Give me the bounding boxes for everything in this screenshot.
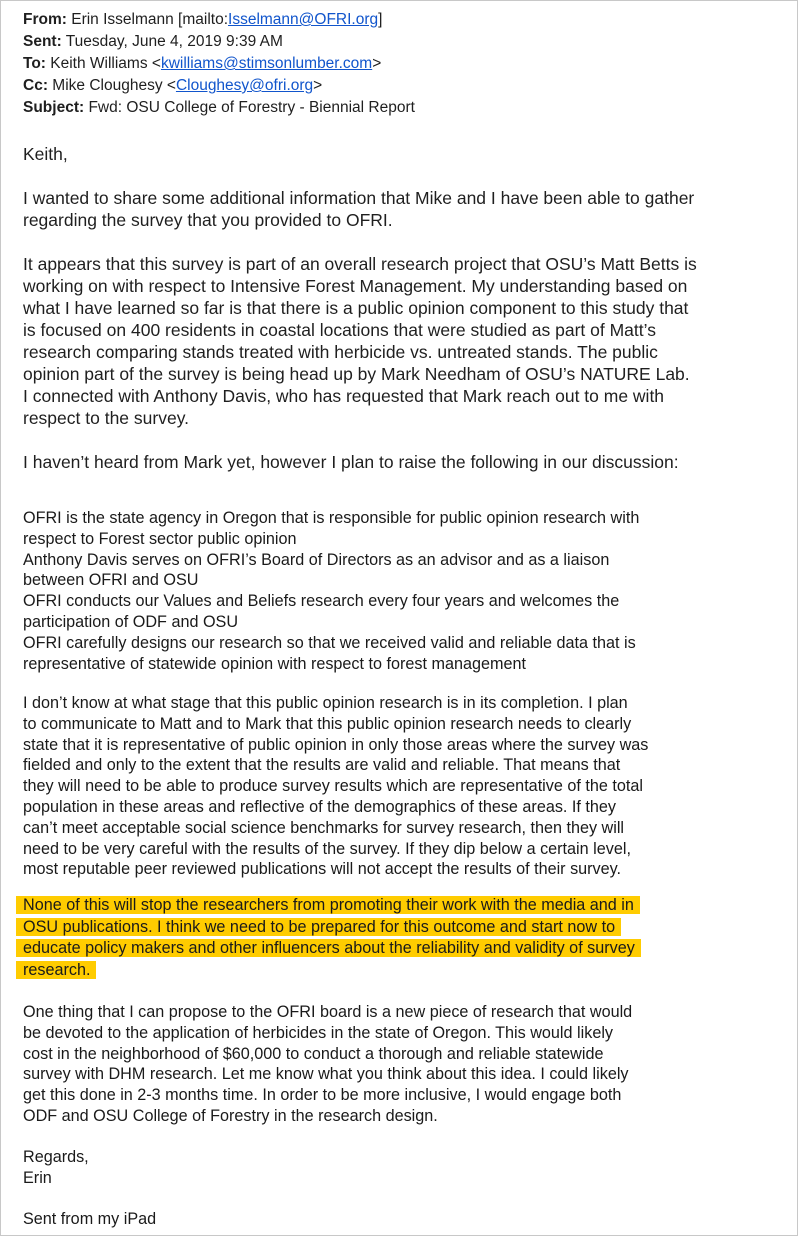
sent-value: Tuesday, June 4, 2019 9:39 AM (65, 33, 283, 50)
paragraph-line: respect to the survey. (23, 408, 190, 428)
cc-name: Mike Cloughesy < (52, 77, 176, 94)
sent-label: Sent: (23, 33, 62, 50)
paragraph-2 (23, 253, 783, 429)
point-line: OFRI is the state agency in Oregon that is responsible for public opinion research with (23, 509, 640, 527)
paragraph-line: is focused on 400 residents in coastal locations that were studied as part of Matt’s (23, 320, 656, 340)
point-line: OFRI carefully designs our research so that we received valid and reliable data that is (23, 633, 636, 652)
from-row (23, 9, 415, 31)
highlighted-line: OSU publications. I think we need to be prepared for this outcome and start now to (16, 918, 621, 936)
paragraph-line: can’t meet acceptable social science benchmarks for survey research, then they will (23, 818, 625, 837)
paragraph-line: cost in the neighborhood of $60,000 to conduct a thorough and reliable statewide (23, 1044, 604, 1063)
paragraph-line: ODF and OSU College of Forestry in the research design. (23, 1106, 438, 1125)
paragraph-line: fielded and only to the extent that the results are valid and reliable. That means that (23, 756, 621, 775)
greeting: Keith, (23, 144, 68, 164)
paragraph-line: most reputable peer reviewed publications will not accept the results of their survey. (23, 860, 622, 879)
subject-value: Fwd: OSU College of Forestry - Biennial Report (88, 99, 415, 116)
closing: Regards, (23, 1148, 89, 1166)
paragraph-line: I don’t know at what stage that this public opinion research is in its completion. I plan (23, 694, 628, 712)
paragraph-line: research comparing stands treated with herbicide vs. untreated stands. The public (23, 342, 658, 362)
subject-label: Subject: (23, 99, 85, 116)
paragraph-line: opinion part of the survey is being head up by Mark Needham of OSU’s NATURE Lab. (23, 364, 690, 384)
paragraph-line: I wanted to share some additional information that Mike and I have been able to gather (23, 188, 695, 208)
highlighted-paragraph (16, 895, 706, 981)
paragraph-3: I haven’t heard from Mark yet, however I plan to raise the following in our discussion: (23, 452, 679, 472)
paragraph-line: be devoted to the application of herbicides in the state of Oregon. This would likely (23, 1023, 614, 1042)
email-header (23, 9, 415, 119)
discussion-points (23, 508, 783, 674)
point-line: Anthony Davis serves on OFRI’s Board of Directors as an advisor and as a liaison (23, 550, 610, 569)
to-email-link[interactable]: kwilliams@stimsonlumber.com (160, 55, 373, 72)
paragraph-line: what I have learned so far is that there is a public opinion component to this study that (23, 298, 689, 318)
cc-close: > (313, 77, 323, 94)
point-line: representative of statewide opinion with respect to forest management (23, 654, 526, 673)
paragraph-line: to communicate to Matt and to Mark that this public opinion research needs to clearly (23, 714, 632, 733)
to-row (23, 53, 415, 75)
highlighted-line: educate policy makers and other influencers about the reliability and validity of survey (16, 939, 641, 957)
mobile-footer: Sent from my iPad (23, 1210, 157, 1228)
to-name: Keith Williams < (50, 55, 161, 72)
highlighted-line: None of this will stop the researchers from promoting their work with the media and in (16, 896, 640, 914)
from-email-link[interactable]: Isselmann@OFRI.org (228, 11, 379, 28)
from-name: Erin Isselmann [mailto: (71, 11, 229, 28)
to-label: To: (23, 55, 46, 72)
point-line: OFRI conducts our Values and Beliefs research every four years and welcomes the (23, 592, 620, 611)
cc-email-link[interactable]: Cloughesy@ofri.org (175, 77, 314, 94)
paragraph-1 (23, 187, 783, 231)
point-line: respect to Forest sector public opinion (23, 529, 297, 548)
paragraph-line: It appears that this survey is part of an overall research project that OSU’s Matt Betts is (23, 254, 697, 274)
paragraph-line: survey with DHM research. Let me know what you think about this idea. I could likely (23, 1065, 629, 1084)
sent-row (23, 31, 415, 53)
from-label: From: (23, 11, 67, 28)
sign-off (23, 1147, 783, 1189)
cc-label: Cc: (23, 77, 48, 94)
point-line: participation of ODF and OSU (23, 612, 239, 631)
paragraph-line: need to be very careful with the results of the survey. If they dip below a certain level, (23, 839, 631, 858)
paragraph-line: One thing that I can propose to the OFRI board is a new piece of research that would (23, 1003, 633, 1021)
paragraph-line: state that it is representative of public opinion in only those areas where the survey was (23, 735, 649, 754)
subject-row (23, 97, 415, 119)
paragraph-line: regarding the survey that you provided to OFRI. (23, 210, 393, 230)
paragraph-line: get this done in 2-3 months time. In order to be more inclusive, I would engage both (23, 1086, 622, 1105)
point-line: between OFRI and OSU (23, 571, 199, 590)
highlighted-line: research. (16, 961, 96, 979)
paragraph-line: I connected with Anthony Davis, who has requested that Mark reach out to me with (23, 386, 665, 406)
from-close: ] (378, 11, 383, 28)
paragraph-line: population in these areas and reflective of the demographics of these areas. If they (23, 797, 617, 816)
email-body (23, 143, 783, 473)
paragraph-4 (23, 693, 783, 880)
signature: Erin (23, 1168, 52, 1187)
to-close: > (372, 55, 382, 72)
paragraph-5 (23, 1002, 783, 1127)
cc-row (23, 75, 415, 97)
paragraph-line: they will need to be able to produce survey results which are representative of the total (23, 777, 643, 796)
paragraph-line: working on with respect to Intensive Forest Management. My understanding based on (23, 276, 688, 296)
